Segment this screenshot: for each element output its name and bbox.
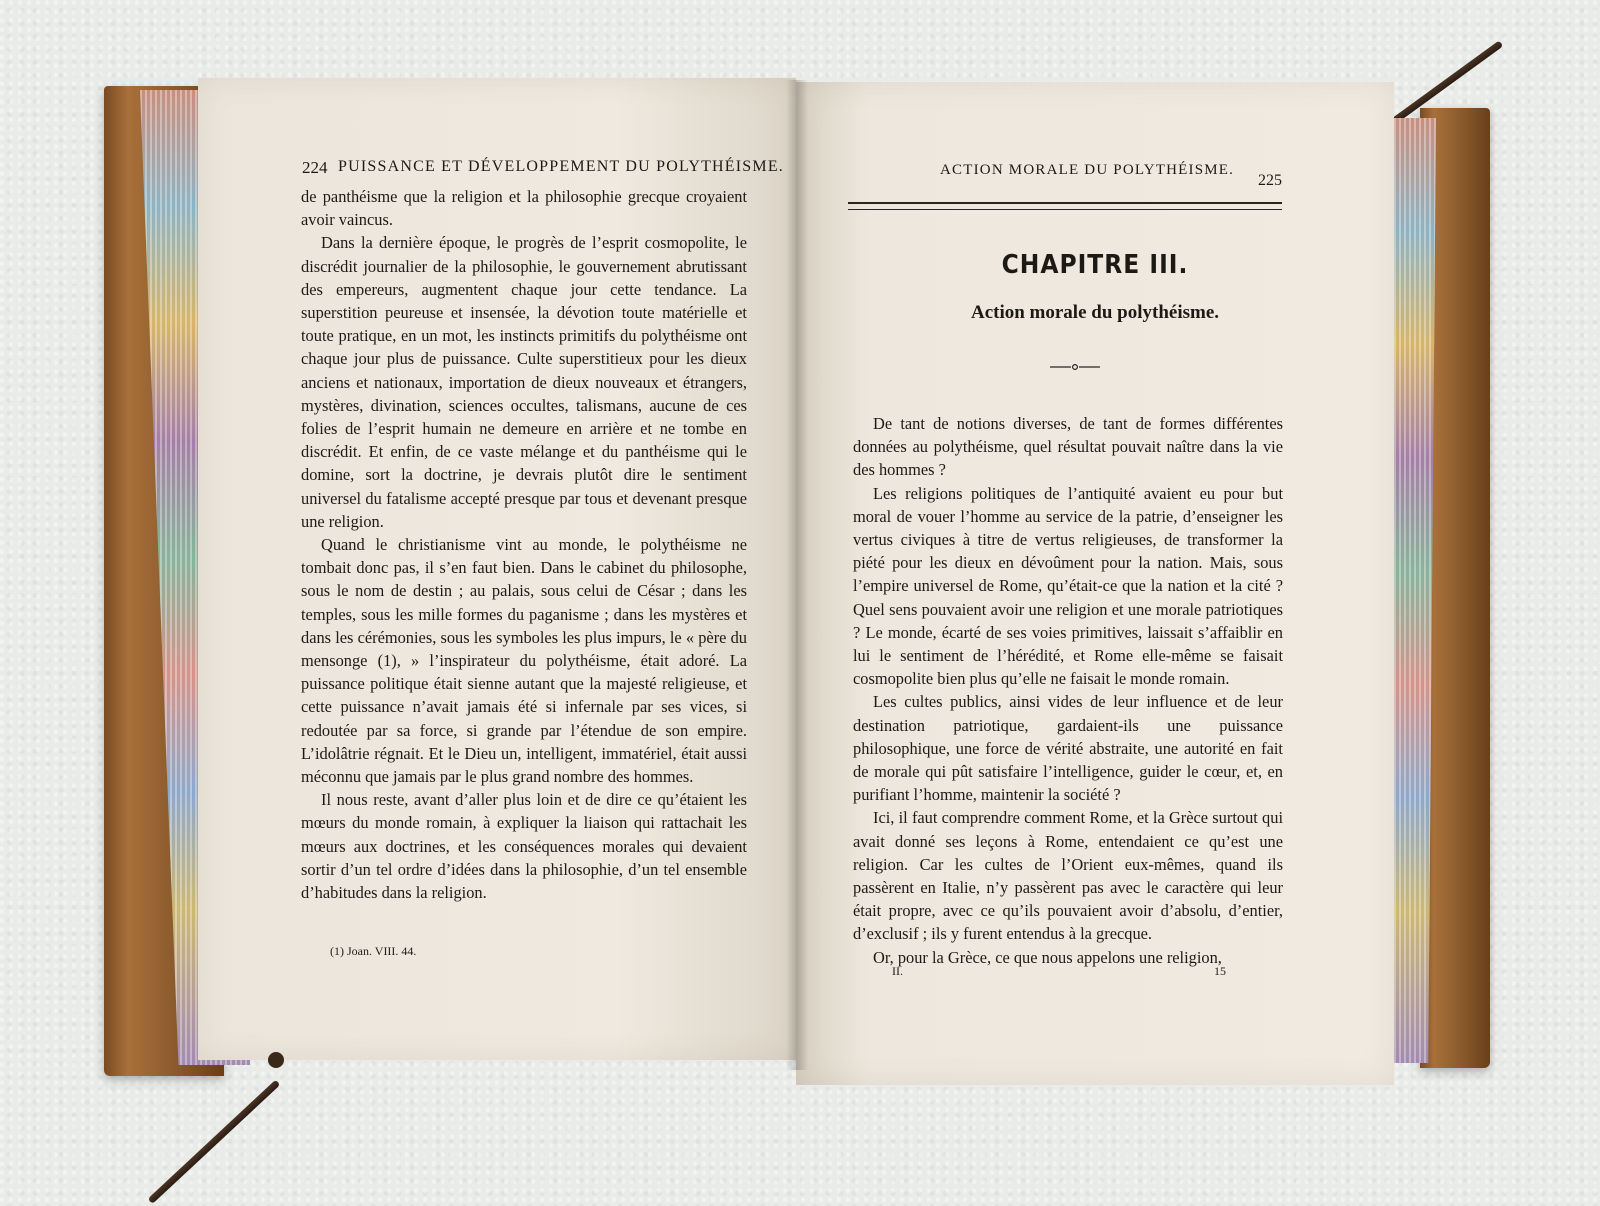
body-text [853, 412, 1283, 969]
chapter-subtitle: Action morale du polythéisme. [970, 302, 1220, 323]
running-head: PUISSANCE ET DÉVELOPPEMENT DU POLYTHÉISME. [338, 158, 785, 175]
paragraph: Quand le christianisme vint au monde, le polythéisme ne tombait donc pas, il s’en faut bien. Dans le cabinet du philosophe, sous le nom de destin ; au palais, sous celui de César ; dans les temples, sous les mille formes du paganisme ; dans les mystères et dans les cérémonies, sous les symboles les plus impurs, le « père du mensonge (1), » l’inspirateur du polythéisme, était adoré. La puissance politique était sienne autant que la majesté religieuse, et cette puissance n’avait jamais été si infernale par ses vices, si redoutée par sa force, si grande par l’étendue de son empire. L’idolâtrie régnait. Et le Dieu un, intelligent, immatériel, était aussi méconnu que jamais par le plus grand nombre des hommes. [301, 535, 747, 787]
chapter-title: CHAPITRE III. [1001, 250, 1189, 280]
paragraph: De tant de notions diverses, de tant de formes différentes données au polythéisme, quel résultat pouvait naître dans la vie des hommes ? [853, 414, 1283, 480]
page-number: 224 [302, 158, 328, 177]
paragraph: Les religions politiques de l’antiquité avaient eu pour but moral de vouer l’homme au service de la patrie, d’enseigner les vertus civiques à titre de vertus religieuses, de transformer la piété pour les dieux en dévoûment pour la nation. Mais, sous l’empire universel de Rome, qu’était-ce que la nation et la cité ? Quel sens pouvaient avoir une religion et une morale patriotiques ? Le monde, écarté de ses voies primitives, laissait s’affaiblir en lui le sentiment de l’hérédité, et Rome elle-même se faisait cosmopolite bien plus qu’elle ne faisait le monde romain. [853, 483, 1283, 689]
right-page [796, 82, 1394, 1085]
paragraph: Les cultes publics, ainsi vides de leur influence et de leur destination patriotique, gardaient-ils une puissance philosophique, une force de vérité abstraite, une autorité en fait de morale qui pût satisfaire l’intelligence, guider le cœur, et, en purifiant l’homme, maintenir la société ? [853, 692, 1283, 805]
page-number: 225 [1258, 172, 1282, 189]
book-gutter [786, 80, 808, 1070]
header-rule [848, 202, 1282, 210]
pointer-stick-bottom [148, 1080, 281, 1204]
paragraph: de panthéisme que la religion et la philosophie grecque croyaient avoir vaincus. [301, 187, 747, 230]
paragraph: Dans la dernière époque, le progrès de l’esprit cosmopolite, le discrédit journalier de la philosophie, le gouvernement abrutissant des empereurs, augmentent chaque jour cette tendance. La superstition peureuse et insensée, la dévotion toute matérielle et toute pratique, en un mot, les instincts primitifs du polythéisme ont chaque jour plus de puissance. Culte superstitieux pour les dieux anciens et nationaux, importation de dieux nouveaux et étrangers, mystères, divination, sciences occultes, talismans, aucune de ces folies de l’esprit humain ne demeure en arrière et ne tombe en discrédit. Et enfin, de ce vaste mélange et du panthéisme qui le domine, sort la doctrine, je devrais plutôt dire le sentiment universel du fatalisme accepté presque par tous et devenant presque une religion. [301, 233, 747, 531]
footnote: (1) Joan. VIII. 44. [330, 944, 417, 958]
pointer-tip-bottom [268, 1052, 284, 1068]
signature-number: 15 [1214, 964, 1226, 978]
signature-mark: II. [892, 964, 903, 978]
left-page [198, 78, 796, 1060]
ornament-icon [1050, 362, 1100, 372]
paragraph: Or, pour la Grèce, ce que nous appelons une religion, [873, 947, 1222, 967]
body-text [301, 185, 747, 904]
paragraph: Ici, il faut comprendre comment Rome, et la Grèce surtout qui avait donné ses leçons à Rome, entendaient ce qu’est une religion. Car les cultes de l’Orient eux-mêmes, quand ils passèrent en Italie, n’y passèrent pas avec le caractère qui leur était propre, avec ce qu’ils pouvaient avoir d’absolu, d’entier, d’exclusif ; ils y furent entendus à la grecque. [853, 808, 1283, 944]
running-head: ACTION MORALE DU POLYTHÉISME. [940, 162, 1235, 178]
paragraph: Il nous reste, avant d’aller plus loin et de dire ce qu’étaient les mœurs du monde romain, à expliquer la liaison qui rattachait les mœurs aux doctrines, et les conséquences morales qui devaient sortir d’un tel ordre d’idées dans la philosophie, d’un tel ensemble d’habitudes dans la religion. [301, 790, 747, 903]
